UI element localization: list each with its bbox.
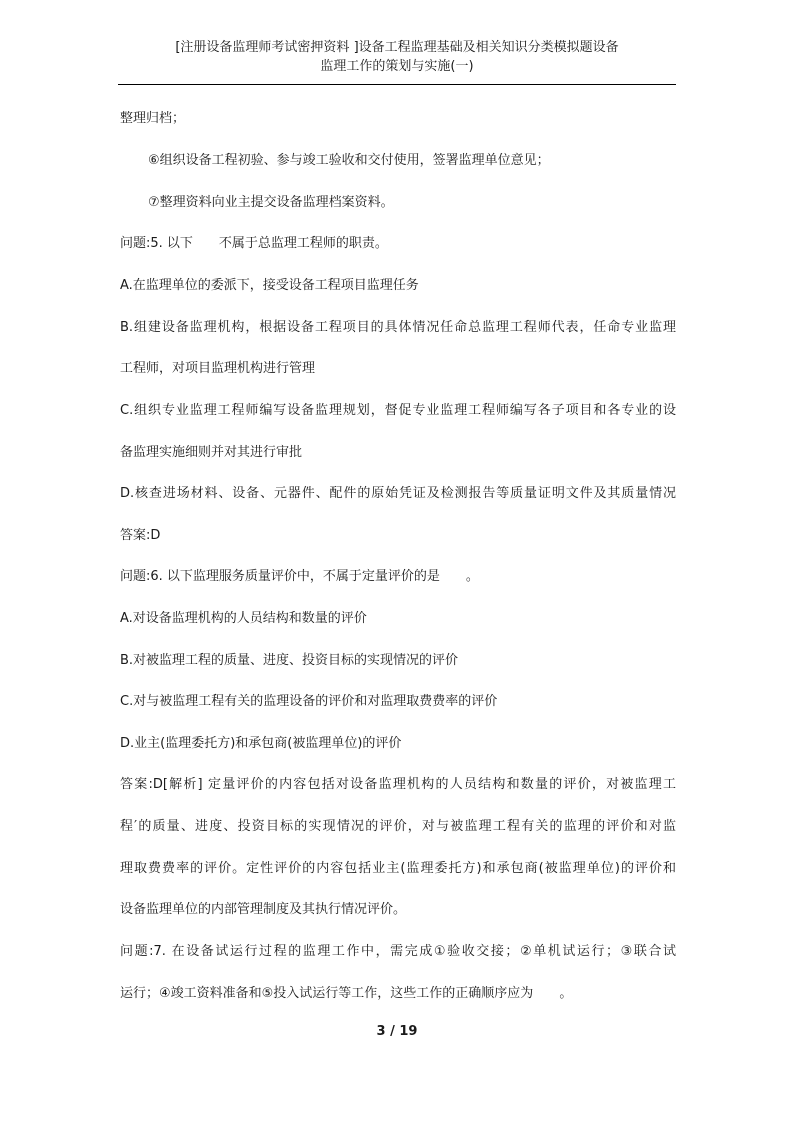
option-c: C.组织专业监理工程师编写设备监理规划，督促专业监理工程师编写各子项目和各专业的设: [120, 403, 676, 418]
header-title-line1: [注册设备监理师考试密押资料 ]设备工程监理基础及相关知识分类模拟题设备: [175, 40, 619, 55]
answer-analysis: 设备监理单位的内部管理制度及其执行情况评价。: [120, 902, 407, 917]
page-number: 3 / 19: [376, 1024, 418, 1039]
answer-analysis: 答案:D[解析] 定量评价的内容包括对设备监理机构的人员结构和数量的评价，对被监理工: [120, 777, 676, 792]
option-a: A.在监理单位的委派下，接受设备工程项目监理任务: [120, 278, 419, 293]
answer: 答案:D: [120, 528, 161, 543]
question-7: 问题:7. 在设备试运行过程的监理工作中，需完成①验收交接；②单机试运行；③联合试: [120, 944, 676, 959]
question-6: [120, 568, 479, 586]
question-6-stem-end: 。: [465, 569, 479, 584]
option-b: B.对被监理工程的质量、进度、投资目标的实现情况的评价: [120, 653, 459, 668]
question-5-stem-end: 不属于总监理工程师的职责。: [218, 236, 388, 251]
page-header: [118, 38, 676, 76]
question-7-stem: 运行；④竣工资料准备和⑤投入试运行等工作，这些工作的正确顺序应为: [120, 986, 534, 1001]
text-line: 整理归档；: [120, 111, 186, 126]
answer-analysis: 理取费费率的评价。定性评价的内容包括业主(监理委托方)和承包商(被监理单位)的评价和: [120, 861, 676, 876]
question-5-stem: 问题:5. 以下: [120, 236, 193, 251]
question-7-cont: [120, 985, 572, 1003]
question-7-stem-end: 。: [559, 986, 573, 1001]
option-d: D.业主(监理委托方)和承包商(被监理单位)的评价: [120, 736, 402, 751]
header-divider: [118, 84, 676, 85]
option-c: C.对与被监理工程有关的监理设备的评价和对监理取费费率的评价: [120, 694, 498, 709]
text-line: ⑦整理资料向业主提交设备监理档案资料。: [148, 195, 394, 210]
option-d: D.核查进场材料、设备、元器件、配件的原始凭证及检测报告等质量证明文件及其质量情况: [120, 486, 676, 501]
option-a: A.对设备监理机构的人员结构和数量的评价: [120, 611, 367, 626]
option-c-cont: 备监理实施细则并对其进行审批: [120, 445, 303, 460]
question-6-stem: 问题:6. 以下监理服务质量评价中，不属于定量评价的是: [120, 569, 440, 584]
answer-analysis: 程′的质量、进度、投资目标的实现情况的评价，对与被监理工程有关的监理的评价和对监: [120, 819, 676, 834]
question-5: [120, 235, 388, 253]
option-b: B.组建设备监理机构，根据设备工程项目的具体情况任命总监理工程师代表，任命专业监理: [120, 320, 676, 335]
option-b-cont: 工程师，对项目监理机构进行管理: [120, 361, 316, 376]
text-line: ⑥组织设备工程初验、参与竣工验收和交付使用，签署监理单位意见；: [148, 153, 550, 168]
header-title-line2: 监理工作的策划与实施(一): [320, 59, 474, 74]
